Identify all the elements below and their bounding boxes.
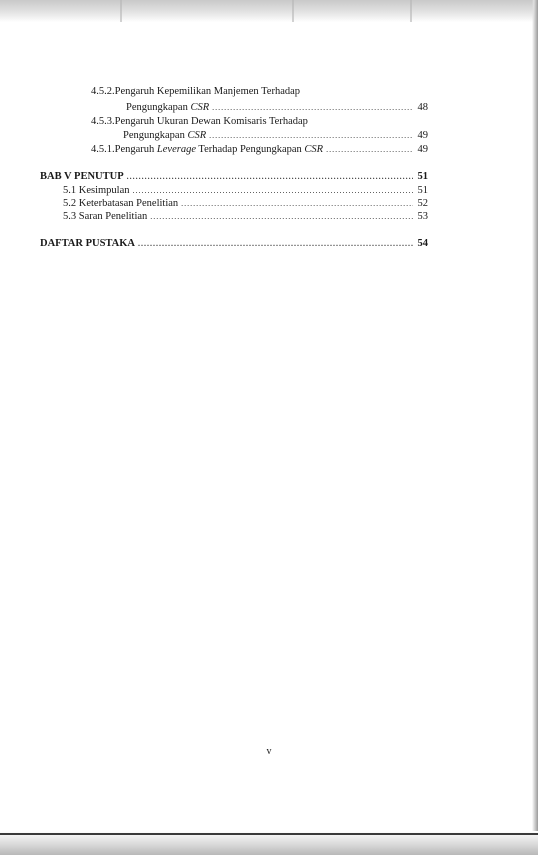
scan-stripe xyxy=(292,0,294,22)
toc-chapter-label: DAFTAR PUSTAKA xyxy=(40,238,135,249)
toc-entry-4-5-1[interactable] xyxy=(91,144,428,156)
toc-entry-4-5-2-line1 xyxy=(91,86,300,98)
toc-entry-4-5-3-line1 xyxy=(91,116,308,128)
toc-entry-4-5-3[interactable] xyxy=(123,130,428,142)
toc-entry-4-5-2[interactable] xyxy=(126,102,428,114)
toc-label xyxy=(91,144,323,156)
toc-label-italic: CSR xyxy=(190,102,210,113)
scan-shadow-right xyxy=(532,0,538,855)
toc-leader-dots xyxy=(138,238,413,250)
toc-label-italic: CSR xyxy=(304,144,324,155)
toc-label-text: Pengungkapan xyxy=(126,102,191,113)
toc-entry-5-3[interactable] xyxy=(63,211,428,223)
toc-page-number: 52 xyxy=(417,198,428,209)
scan-stripe xyxy=(410,0,412,22)
toc-leader-dots xyxy=(209,130,413,142)
scan-stripe xyxy=(120,0,122,22)
toc-leader-dots xyxy=(133,185,414,197)
toc-leader-dots xyxy=(150,211,413,223)
toc-page-number: 51 xyxy=(417,185,428,196)
toc-entry-bab-5[interactable] xyxy=(40,171,428,183)
toc-leader-dots xyxy=(212,102,413,114)
toc-entry-5-2[interactable] xyxy=(63,198,428,210)
toc-entry-daftar-pustaka[interactable] xyxy=(40,238,428,250)
toc-page-number: 49 xyxy=(417,144,428,155)
toc-leader-dots xyxy=(127,171,413,183)
toc-chapter-label: BAB V PENUTUP xyxy=(40,171,124,182)
scan-shadow-top xyxy=(0,0,538,22)
toc-label-italic: Leverage xyxy=(156,144,196,155)
scan-edge-line xyxy=(0,833,538,835)
toc-page-number: 54 xyxy=(417,238,428,249)
toc-label-text: Terhadap Pengungkapan xyxy=(196,144,305,155)
toc-entry-5-1[interactable] xyxy=(63,185,428,197)
toc-label-text: 4.5.1.Pengaruh xyxy=(91,144,157,155)
toc-page-number: 49 xyxy=(417,130,428,141)
toc-page-number: 48 xyxy=(417,102,428,113)
toc-page-number: 51 xyxy=(417,171,428,182)
toc-label: 5.1 Kesimpulan xyxy=(63,185,130,196)
toc-label-italic: CSR xyxy=(187,130,207,141)
toc-label: 4.5.3.Pengaruh Ukuran Dewan Komisaris Terhadap xyxy=(91,116,308,127)
toc-label: 4.5.2.Pengaruh Kepemilikan Manjemen Terhadap xyxy=(91,86,301,97)
toc-label: 5.3 Saran Penelitian xyxy=(63,211,148,222)
toc-page-number: 53 xyxy=(417,211,428,222)
toc-leader-dots xyxy=(326,144,413,156)
toc-label: 5.2 Keterbatasan Penelitian xyxy=(63,198,179,209)
page-number: v xyxy=(266,746,272,757)
toc-label-text: Pengungkapan xyxy=(123,130,188,141)
toc-leader-dots xyxy=(181,198,413,210)
toc-label xyxy=(126,102,209,114)
toc-label xyxy=(123,130,206,142)
